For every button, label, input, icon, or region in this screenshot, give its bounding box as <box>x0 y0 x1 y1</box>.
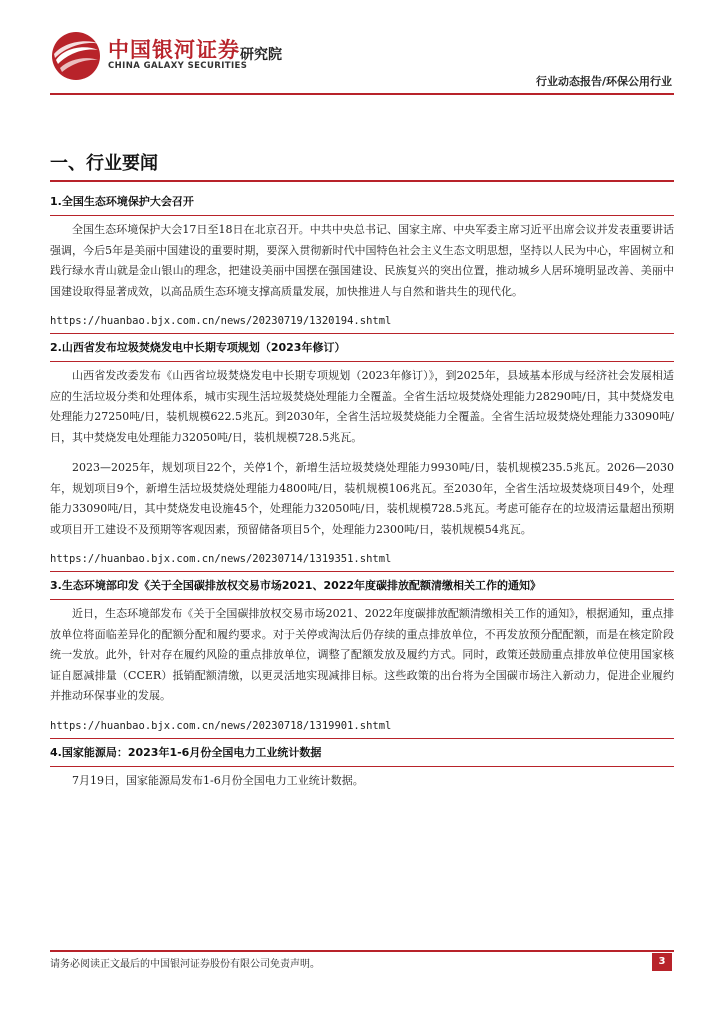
report-type: 行业动态报告/环保公用行业 <box>535 75 672 88</box>
news-source-link[interactable]: https://huanbao.bjx.com.cn/news/20230719/1320194.shtml <box>50 315 392 327</box>
header-divider <box>50 93 674 95</box>
page-number: 3 <box>652 953 672 971</box>
main-content <box>50 150 674 791</box>
news-title: 2.山西省发布垃圾焚烧发电中长期专项规划（2023年修订） <box>50 341 346 354</box>
news-item <box>50 338 674 572</box>
page-header <box>0 0 724 96</box>
news-paragraph: 2023—2025年，规划项目22个，关停1个，新增生活垃圾焚烧处理能力9930吨/日，装机规模235.5兆瓦。2026—2030年，规划项目9个，新增生活垃圾焚烧处理能力4800吨/日，装机规模106兆瓦。至2030年，全省生活垃圾焚烧项目49个，处理能力33090吨/日，其中焚烧发电设施45个，处理能力32050吨/日，装机规模728.5兆瓦。考虑可能存在的垃圾清运量超出预期或项目开工建设不及预期等客观因素，预留储备项目5个，处理能力2300吨/日，装机规模54兆瓦。 <box>50 461 674 536</box>
news-divider <box>50 738 674 739</box>
section-title: 一、行业要闻 <box>50 153 158 174</box>
section-divider <box>50 180 674 182</box>
news-title-divider <box>50 361 674 362</box>
news-paragraph: 山西省发改委发布《山西省垃圾焚烧发电中长期专项规划（2023年修订）》，到2025年，县域基本形成与经济社会发展相适应的生活垃圾分类和处理体系，城市实现生活垃圾焚烧处理能力全覆盖。全省生活垃圾焚烧处理能力28290吨/日，其中焚烧发电处理能力27250吨/日，装机规模622.5兆瓦。到2030年，全省生活垃圾焚烧能力全覆盖。全省生活垃圾焚烧处理能力33090吨/日，其中焚烧发电处理能力32050吨/日，装机规模728.5兆瓦。 <box>50 369 674 444</box>
news-divider <box>50 571 674 572</box>
news-paragraph: 全国生态环境保护大会17日至18日在北京召开。中共中央总书记、国家主席、中央军委主席习近平出席会议并发表重要讲话强调，今后5年是美丽中国建设的重要时期，要深入贯彻新时代中国特色社会主义生态文明思想，坚持以人民为中心，牢固树立和践行绿水青山就是金山银山的理念，把建设美丽中国摆在强国建设、民族复兴的突出位置，推动城乡人居环境明显改善、美丽中国建设取得显著成效，以高品质生态环境支撑高质量发展，加快推进人与自然和谐共生的现代化。 <box>50 223 674 298</box>
news-source-link[interactable]: https://huanbao.bjx.com.cn/news/20230718/1319901.shtml <box>50 719 392 732</box>
news-title: 1.全国生态环境保护大会召开 <box>50 195 194 208</box>
news-item <box>50 576 674 739</box>
news-paragraph: 近日，生态环境部发布《关于全国碳排放权交易市场2021、2022年度碳排放配额清缴相关工作的通知》，根据通知，重点排放单位将面临差异化的配额分配和履约要求。对于关停或淘汰后仍存续的重点排放单位，不再发放预分配配额，而是在核定阶段统一发放。此外，针对存在履约风险的重点排放单位，调整了配额发放及履约方式。同时，政策还鼓励重点排放单位使用国家核证自愿减排量（CCER）抵销配额清缴，以更灵活地实现减排目标。这些政策的出台将为全国碳市场注入新动力，促进企业履约并推动环保事业的发展。 <box>50 607 674 702</box>
news-item <box>50 192 674 334</box>
institute-label: 研究院 <box>240 47 282 63</box>
news-source-link[interactable]: https://huanbao.bjx.com.cn/news/20230714/1319351.shtml <box>50 553 392 565</box>
news-title: 3.生态环境部印发《关于全国碳排放权交易市场2021、2022年度碳排放配额清缴相关工作的通知》 <box>50 579 542 592</box>
footer-disclaimer: 请务必阅读正文最后的中国银河证券股份有限公司免责声明。 <box>50 959 320 970</box>
brand-name-en: CHINA GALAXY SECURITIES <box>108 61 248 71</box>
footer-divider <box>50 950 674 952</box>
news-paragraph: 7月19日，国家能源局发布1-6月份全国电力工业统计数据。 <box>72 773 364 787</box>
news-item <box>50 743 674 792</box>
brand-name-cn: 中国银河证券 <box>108 38 240 62</box>
news-title-divider <box>50 215 674 216</box>
news-title-divider <box>50 766 674 767</box>
news-divider <box>50 333 674 334</box>
news-title: 4.国家能源局：2023年1-6月份全国电力工业统计数据 <box>50 745 322 759</box>
news-title-divider <box>50 599 674 600</box>
galaxy-logo-icon <box>50 30 102 82</box>
